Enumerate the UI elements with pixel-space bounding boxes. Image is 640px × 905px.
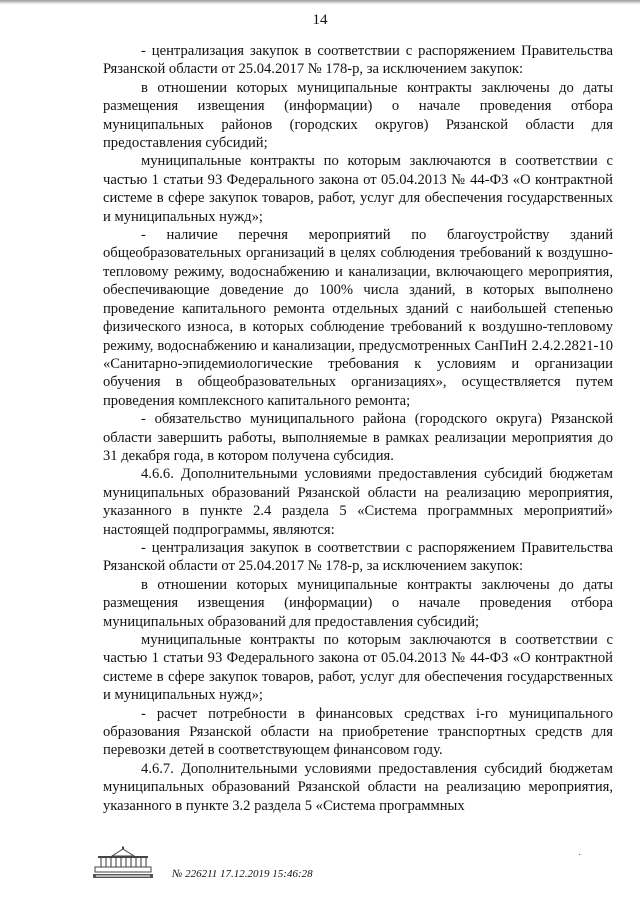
paragraph-contracts-article-93: муниципальные контракты по которым заключаются в соответствии с частью 1 статьи 93 Федерального закона от 05.04.2013 № 44-ФЗ «О контрактной системе в сфере закупок товаров, работ, услуг для обеспечения государственных и муниципальных нужд»; bbox=[103, 153, 613, 225]
document-registration-stamp: № 226211 17.12.2019 15:46:28 bbox=[172, 868, 313, 880]
page-number: 14 bbox=[312, 12, 328, 28]
paragraph-obligation: - обязательство муниципального района (городского округа) Рязанской области завершить работы, выполняемые в рамках реализации мероприятия до 31 декабря года, в котором получена субсидия. bbox=[103, 411, 613, 464]
paragraph-4-6-7: 4.6.7. Дополнительными условиями предоставления субсидий бюджетам муниципальных образований Рязанской области на реализацию мероприятия, указанного в пункте 3.2 раздела 5 «Система программных bbox=[103, 760, 613, 814]
paragraph-4-6-6: 4.6.6. Дополнительными условиями предоставления субсидий бюджетам муниципальных образований Рязанской области на реализацию мероприятия, указанного в пункте 2.4 раздела 5 «Система программных мероприятий» настоящей подпрограммы, являются: bbox=[103, 466, 613, 538]
scan-mark: · bbox=[578, 850, 582, 861]
document-body bbox=[103, 42, 613, 815]
document-footer bbox=[92, 846, 412, 886]
paragraph-contracts-before-notice-2: в отношении которых муниципальные контракты заключены до даты размещения извещения (информации) о начале проведения отбора муниципальных образований для предоставления субсидий; bbox=[103, 576, 613, 630]
paragraph-improvement-list: - наличие перечня мероприятий по благоустройству зданий общеобразовательных организаций в целях соблюдения требований к воздушно-тепловому режиму, водоснабжению и канализации, включающего мероприятия, обеспечивающие доведение до 100% числа зданий, в которых выполнено проведение капитального ремонта отдельных зданий с наибольшей степенью физического износа, в которых соблюдение требований к воздушно-тепловому режиму, водоснабжению и канализации, предусмотренных СанПиН 2.4.2.2821-10 «Санитарно-эпидемиологические требования к условиям и организации обучения в общеобразовательных организациях», осуществляется путем проведения комплексного капитального ремонта; bbox=[103, 227, 613, 409]
government-building-emblem-icon bbox=[92, 846, 154, 880]
scan-edge bbox=[0, 0, 640, 5]
paragraph-centralization-2: - централизация закупок в соответствии с распоряжением Правительства Рязанской области от 25.04.2017 № 178-р, за исключением закупок: bbox=[103, 539, 613, 575]
paragraph-contracts-article-93-2: муниципальные контракты по которым заключаются в соответствии с частью 1 статьи 93 Федерального закона от 05.04.2013 № 44-ФЗ «О контрактной системе в сфере закупок товаров, работ, услуг для обеспечения государственных и муниципальных нужд»; bbox=[103, 632, 613, 704]
paragraph-funding-calculation: - расчет потребности в финансовых средствах i-го муниципального образования Рязанской области на приобретение транспортных средств для перевозки детей в соответствующем финансовом году. bbox=[103, 705, 613, 759]
paragraph-centralization: - централизация закупок в соответствии с распоряжением Правительства Рязанской области от 25.04.2017 № 178-р, за исключением закупок: bbox=[103, 43, 613, 78]
paragraph-contracts-before-notice: в отношении которых муниципальные контракты заключены до даты размещения извещения (информации) о начале проведения отбора муниципальных районов (городских округов) Рязанской области для предоставления субсидий; bbox=[103, 79, 613, 152]
